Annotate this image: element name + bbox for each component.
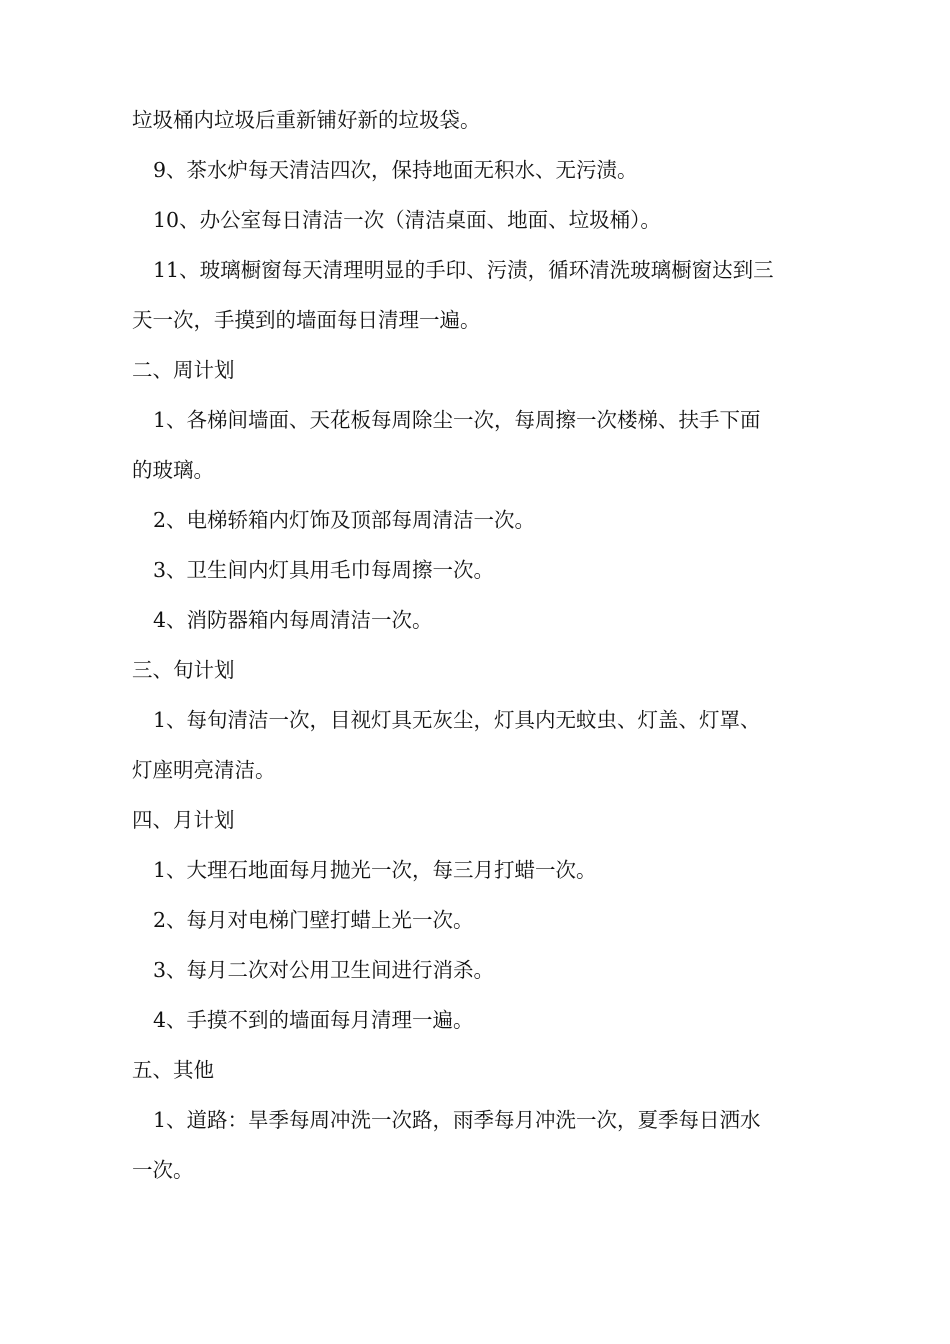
paragraph-line: 灯座明亮清洁。	[132, 758, 276, 782]
section-heading: 二、周计划	[132, 358, 235, 382]
list-item: 4、消防器箱内每周清洁一次。	[153, 608, 433, 632]
section-heading: 三、旬计划	[132, 658, 235, 682]
list-item: 2、每月对电梯门壁打蜡上光一次。	[153, 908, 474, 932]
list-item: 1、大理石地面每月抛光一次，每三月打蜡一次。	[153, 858, 597, 882]
paragraph-line: 的玻璃。	[132, 458, 214, 482]
section-heading: 五、其他	[132, 1058, 214, 1082]
paragraph-line: 垃圾桶内垃圾后重新铺好新的垃圾袋。	[132, 108, 481, 132]
list-item: 9、茶水炉每天清洁四次，保持地面无积水、无污渍。	[153, 158, 638, 182]
paragraph-line: 一次。	[132, 1158, 194, 1182]
document-body	[132, 95, 822, 1195]
list-item: 2、电梯轿箱内灯饰及顶部每周清洁一次。	[153, 508, 536, 532]
list-item: 1、每旬清洁一次，目视灯具无灰尘，灯具内无蚊虫、灯盖、灯罩、	[153, 708, 761, 732]
paragraph-line: 天一次，手摸到的墙面每日清理一遍。	[132, 308, 481, 332]
list-item: 11、玻璃橱窗每天清理明显的手印、污渍，循环清洗玻璃橱窗达到三	[153, 258, 774, 282]
list-item: 3、卫生间内灯具用毛巾每周擦一次。	[153, 558, 495, 582]
list-item: 1、道路：旱季每周冲洗一次路，雨季每月冲洗一次，夏季每日洒水	[153, 1108, 761, 1132]
list-item: 3、每月二次对公用卫生间进行消杀。	[153, 958, 495, 982]
list-item: 10、办公室每日清洁一次（清洁桌面、地面、垃圾桶）。	[153, 208, 661, 232]
list-item: 4、手摸不到的墙面每月清理一遍。	[153, 1008, 474, 1032]
list-item: 1、各梯间墙面、天花板每周除尘一次，每周擦一次楼梯、扶手下面	[153, 408, 761, 432]
section-heading: 四、月计划	[132, 808, 235, 832]
